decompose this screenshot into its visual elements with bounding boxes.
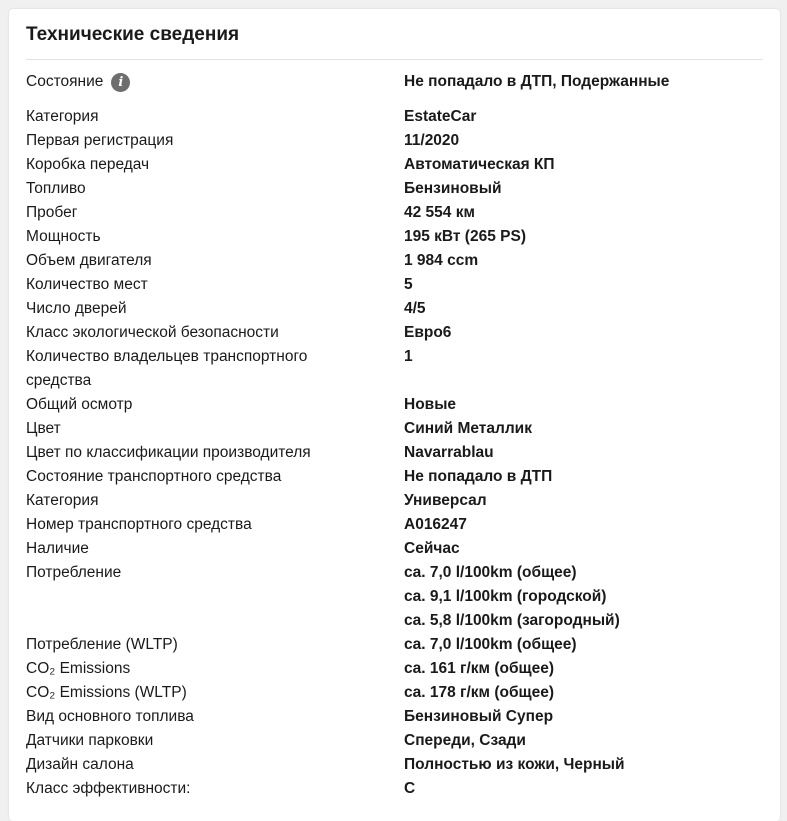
info-icon[interactable]: i (111, 73, 130, 92)
spec-value-line: ca. 9,1 l/100km (городской) (404, 588, 607, 605)
spec-label (26, 70, 404, 94)
spec-value (404, 513, 766, 537)
spec-row (26, 273, 766, 297)
spec-value-line: Сейчас (404, 540, 460, 557)
spec-row (26, 393, 766, 417)
spec-value (404, 729, 766, 753)
spec-label (26, 777, 404, 801)
technical-details-card (9, 9, 780, 821)
spec-row (26, 633, 766, 657)
section-title: Технические сведения (26, 24, 240, 45)
spec-label-text: Категория (26, 108, 99, 125)
spec-value (404, 201, 766, 225)
spec-label-text: Наличие (26, 540, 89, 557)
spec-value-line: Полностью из кожи, Черный (404, 756, 625, 773)
spec-label-text: Потребление (WLTP) (26, 636, 178, 653)
spec-label-text: CO₂ Emissions (WLTP) (26, 684, 187, 701)
spec-label-text: Топливо (26, 180, 86, 197)
spec-row (26, 441, 766, 465)
spec-label-text: Номер транспортного средства (26, 516, 252, 533)
spec-label (26, 681, 404, 705)
spec-label-text: Объем двигателя (26, 252, 152, 269)
spec-value (404, 633, 766, 657)
spec-row (26, 345, 766, 393)
spec-value-line: ca. 178 г/км (общее) (404, 684, 554, 701)
spec-value-line: Спереди, Сзади (404, 732, 526, 749)
spec-value-line: Бензиновый (404, 180, 502, 197)
spec-row (26, 705, 766, 729)
spec-label (26, 417, 404, 441)
spec-value (404, 177, 766, 201)
spec-label (26, 729, 404, 753)
spec-row (26, 465, 766, 489)
spec-value (404, 561, 766, 633)
spec-label-text: Датчики парковки (26, 732, 154, 749)
spec-label (26, 201, 404, 225)
spec-row-condition (26, 70, 766, 94)
spec-label (26, 153, 404, 177)
spec-value (404, 537, 766, 561)
spec-value (404, 753, 766, 777)
spec-value-line: Евро6 (404, 324, 452, 341)
spec-row (26, 777, 766, 801)
spec-label-text: CO₂ Emissions (26, 660, 131, 677)
spec-value (404, 225, 766, 249)
spec-value-line: 11/2020 (404, 132, 460, 149)
spec-label (26, 633, 404, 657)
specs-list (26, 70, 766, 801)
spec-label (26, 105, 404, 129)
spec-value (404, 345, 766, 369)
spec-label (26, 753, 404, 777)
spec-value (404, 441, 766, 465)
spec-label (26, 657, 404, 681)
spec-label (26, 465, 404, 489)
spec-label-text: Количество мест (26, 276, 148, 293)
spec-value-line: Новые (404, 396, 457, 413)
spec-row (26, 177, 766, 201)
spec-value-line: ca. 7,0 l/100km (общее) (404, 564, 577, 581)
spec-value-line: Бензиновый Супер (404, 708, 554, 725)
spec-value (404, 153, 766, 177)
spec-label-text: Число дверей (26, 300, 127, 317)
spec-label-text: Цвет по классификации производителя (26, 444, 311, 461)
spec-label (26, 489, 404, 513)
spec-label-text: Мощность (26, 228, 101, 245)
spec-label (26, 393, 404, 417)
spec-label-text: Дизайн салона (26, 756, 134, 773)
spec-row (26, 513, 766, 537)
spec-value (404, 393, 766, 417)
spec-value (404, 249, 766, 273)
spec-row (26, 729, 766, 753)
spec-label (26, 345, 404, 393)
spec-value (404, 681, 766, 705)
spec-label (26, 249, 404, 273)
spec-value-line: 4/5 (404, 300, 426, 317)
spec-value (404, 105, 766, 129)
spec-value (404, 129, 766, 153)
spec-row (26, 105, 766, 129)
spec-row (26, 249, 766, 273)
spec-label-text: Состояние транспортного средства (26, 468, 282, 485)
spec-row (26, 225, 766, 249)
spec-value-line: Не попадало в ДТП (404, 468, 553, 485)
spec-value (404, 777, 766, 801)
spec-value: Не попадало в ДТП, Подержанные (404, 73, 670, 90)
spec-label (26, 177, 404, 201)
spec-row (26, 297, 766, 321)
spec-label (26, 321, 404, 345)
spec-value-line: C (404, 780, 416, 797)
spec-label-text: Класс экологической безопасности (26, 324, 279, 341)
spec-row (26, 657, 766, 681)
spec-label-text: Потребление (26, 564, 122, 581)
spec-label (26, 513, 404, 537)
spec-row (26, 321, 766, 345)
spec-label-text: Класс эффективности: (26, 780, 191, 797)
spec-label-text: Коробка передач (26, 156, 150, 173)
spec-label (26, 441, 404, 465)
spec-value-line: Navarrablau (404, 444, 494, 461)
spec-label (26, 273, 404, 297)
spec-label-text: Категория (26, 492, 99, 509)
spec-row (26, 561, 766, 633)
title-divider (26, 59, 763, 60)
spec-value-line: ca. 5,8 l/100km (загородный) (404, 612, 620, 629)
spec-value (404, 297, 766, 321)
spec-value (404, 657, 766, 681)
spec-row (26, 417, 766, 441)
spec-value-line: ca. 7,0 l/100km (общее) (404, 636, 577, 653)
spec-value-line: 1 (404, 348, 413, 365)
spec-label-text: Первая регистрация (26, 132, 174, 149)
spec-row (26, 489, 766, 513)
spec-row (26, 201, 766, 225)
spec-row (26, 537, 766, 561)
spec-label (26, 297, 404, 321)
spec-value-line: Синий Металлик (404, 420, 532, 437)
spec-label-text: Вид основного топлива (26, 708, 194, 725)
spec-value (404, 321, 766, 345)
spec-label (26, 537, 404, 561)
spec-value-line: 42 554 км (404, 204, 475, 221)
spec-label (26, 225, 404, 249)
spec-value-line: 1 984 ccm (404, 252, 479, 269)
spec-label-text: Общий осмотр (26, 396, 133, 413)
spec-value (404, 417, 766, 441)
spec-label-text: Количество владельцев транспортного средства (26, 348, 308, 389)
spec-label (26, 561, 404, 585)
spec-value-line: 5 (404, 276, 413, 293)
spec-value (404, 465, 766, 489)
spec-value (404, 489, 766, 513)
spec-label-text: Цвет (26, 420, 61, 437)
spec-value-line: 195 кВт (265 PS) (404, 228, 526, 245)
spec-label (26, 129, 404, 153)
spec-row (26, 753, 766, 777)
spec-value-line: Автоматическая КП (404, 156, 555, 173)
spec-label (26, 705, 404, 729)
spec-value (404, 273, 766, 297)
spec-value-line: Универсал (404, 492, 487, 509)
spec-value-line: A016247 (404, 516, 467, 533)
spec-value (404, 705, 766, 729)
spec-label-text: Пробег (26, 204, 78, 221)
spec-row (26, 129, 766, 153)
spec-row (26, 153, 766, 177)
spec-row (26, 681, 766, 705)
spec-label-text: Состояние (26, 73, 104, 90)
spec-value-line: EstateCar (404, 108, 477, 125)
spec-value-line: ca. 161 г/км (общее) (404, 660, 554, 677)
